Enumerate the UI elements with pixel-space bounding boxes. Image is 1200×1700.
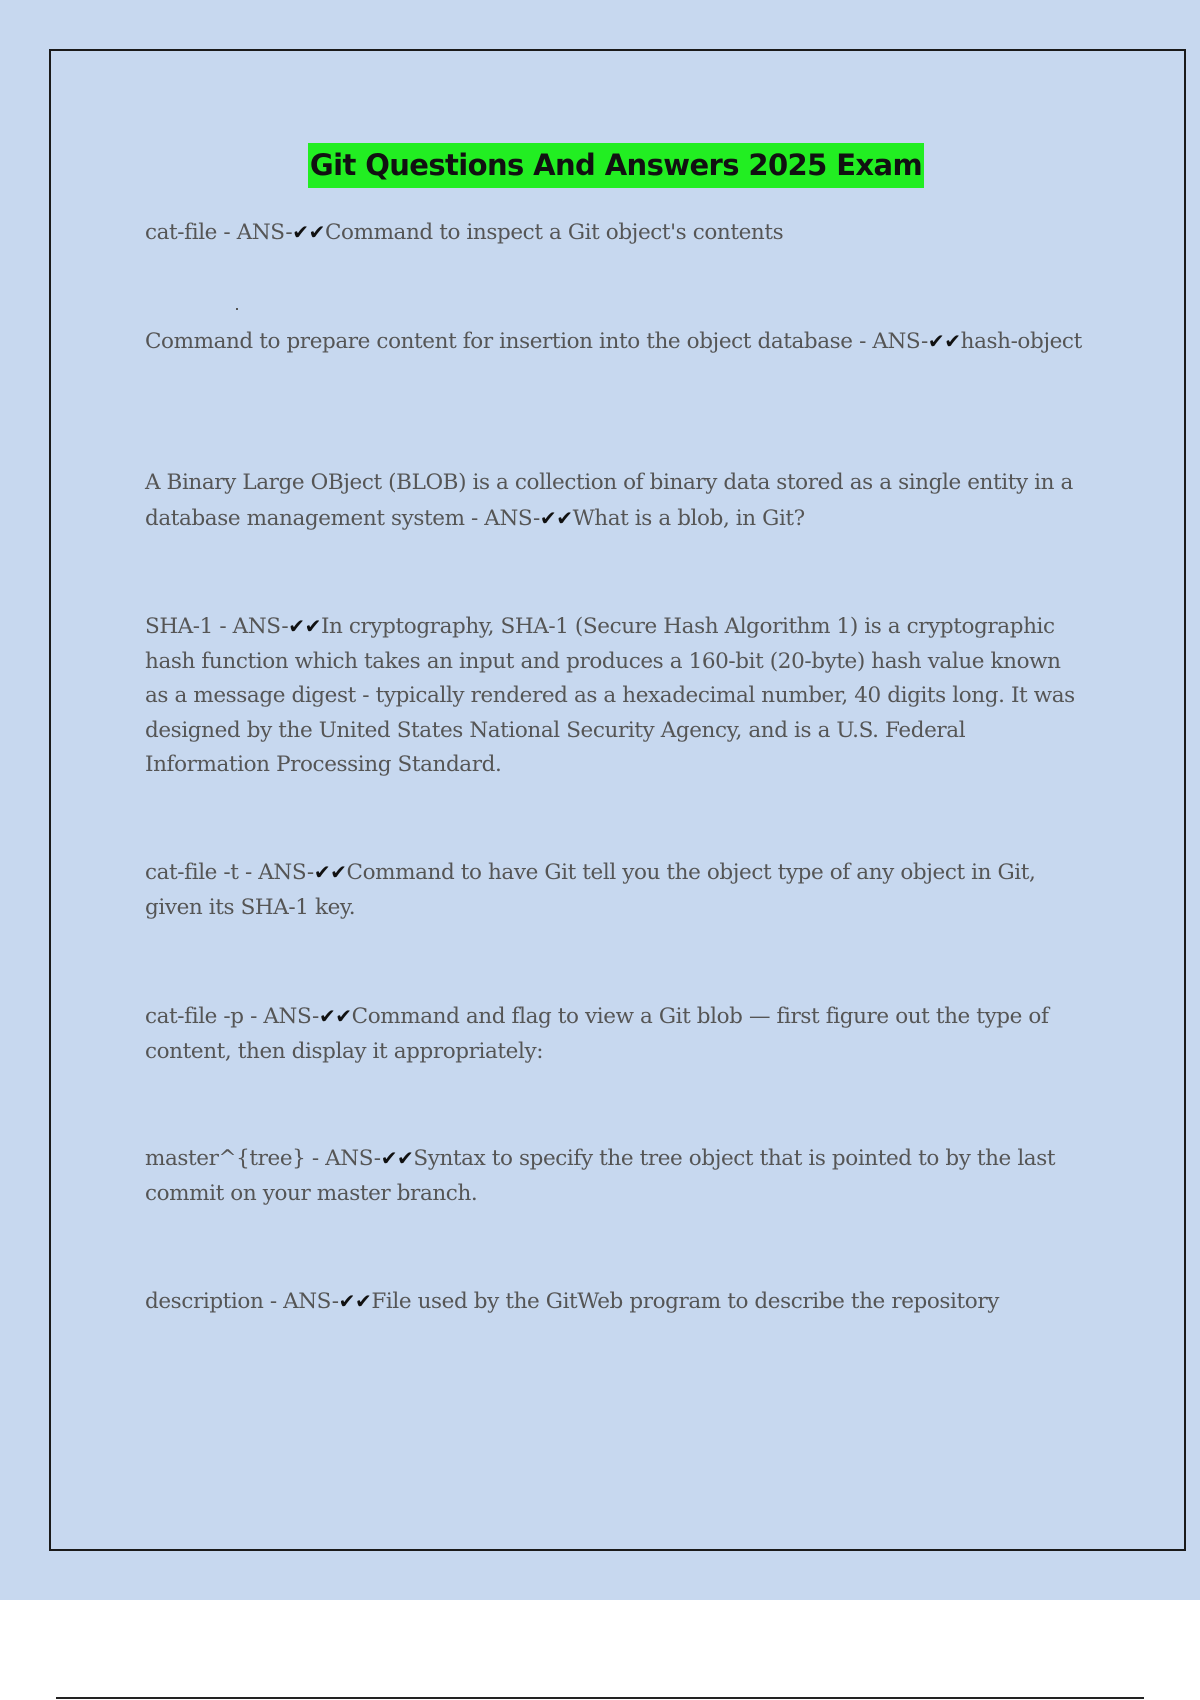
document-title: Git Questions And Answers 2025 Exam xyxy=(308,143,924,188)
stray-dot xyxy=(236,308,238,310)
entry-prompt: Command to prepare content for insertion into the object database xyxy=(145,329,853,354)
checkmark-icon: ✔✔ xyxy=(927,329,961,353)
entry-prompt: description xyxy=(145,1289,264,1314)
checkmark-icon: ✔✔ xyxy=(539,505,573,530)
entry-answer: Command to inspect a Git object's contents xyxy=(324,220,784,245)
qa-entry-6 xyxy=(145,999,1090,1069)
entry-answer: Command to have Git tell you the object type of any object in Git, given its SHA-1 key. xyxy=(145,860,1036,920)
qa-entry-1 xyxy=(145,215,1090,251)
checkmark-icon: ✔✔ xyxy=(338,1289,372,1313)
entry-separator: - ANS- xyxy=(243,1004,319,1029)
entry-answer: What is a blob, in Git? xyxy=(572,505,805,531)
entry-answer: Syntax to specify the tree object that is pointed to by the last commit on your master branch. xyxy=(145,1146,1056,1206)
checkmark-icon: ✔✔ xyxy=(380,1146,414,1170)
qa-entry-4 xyxy=(145,609,1090,783)
entry-answer: Command and flag to view a Git blob — first figure out the type of content, then display it appropriately: xyxy=(145,1004,1049,1064)
entry-separator: - ANS- xyxy=(263,1289,339,1314)
qa-entry-2 xyxy=(145,324,1090,360)
page-border-frame xyxy=(49,49,1186,1551)
qa-entry-7 xyxy=(145,1141,1090,1211)
qa-entry-8 xyxy=(145,1284,1090,1320)
checkmark-icon: ✔✔ xyxy=(318,1004,352,1028)
entry-prompt: SHA-1 xyxy=(145,614,213,639)
entry-prompt: master^{tree} xyxy=(145,1146,306,1171)
entry-answer: hash-object xyxy=(960,329,1082,354)
checkmark-icon: ✔✔ xyxy=(292,220,325,244)
checkmark-icon: ✔✔ xyxy=(288,614,321,638)
entry-separator: - ANS- xyxy=(464,505,540,531)
entry-answer: File used by the GitWeb program to describe the repository xyxy=(371,1289,999,1314)
entry-separator: - ANS- xyxy=(217,220,293,245)
entry-prompt: cat-file xyxy=(145,220,217,245)
entry-prompt: cat-file -t xyxy=(145,860,239,885)
footer-rule xyxy=(56,1697,1144,1699)
entry-prompt: A Binary Large OBject (BLOB) is a collection of binary data stored as a single entity in a database management system xyxy=(145,470,1073,531)
entry-separator: - ANS- xyxy=(305,1146,381,1171)
title-container xyxy=(0,143,1200,188)
entry-prompt: cat-file -p xyxy=(145,1004,244,1029)
entry-separator: - ANS- xyxy=(238,860,314,885)
qa-entry-3 xyxy=(145,466,1090,536)
entry-answer: In cryptography, SHA-1 (Secure Hash Algorithm 1) is a cryptographic hash function which takes an input and produces a 160-bit (20-byte) hash value known as a message digest - typically rendered as a hexadecimal number, 40 digits long. It was designed by the United States National Security Agency, and is a U.S. Federal Information Processing Standard. xyxy=(145,614,1075,777)
entry-separator: - ANS- xyxy=(852,329,928,354)
entry-separator: - ANS- xyxy=(212,614,289,639)
checkmark-icon: ✔✔ xyxy=(313,860,347,884)
qa-entry-5 xyxy=(145,855,1090,925)
